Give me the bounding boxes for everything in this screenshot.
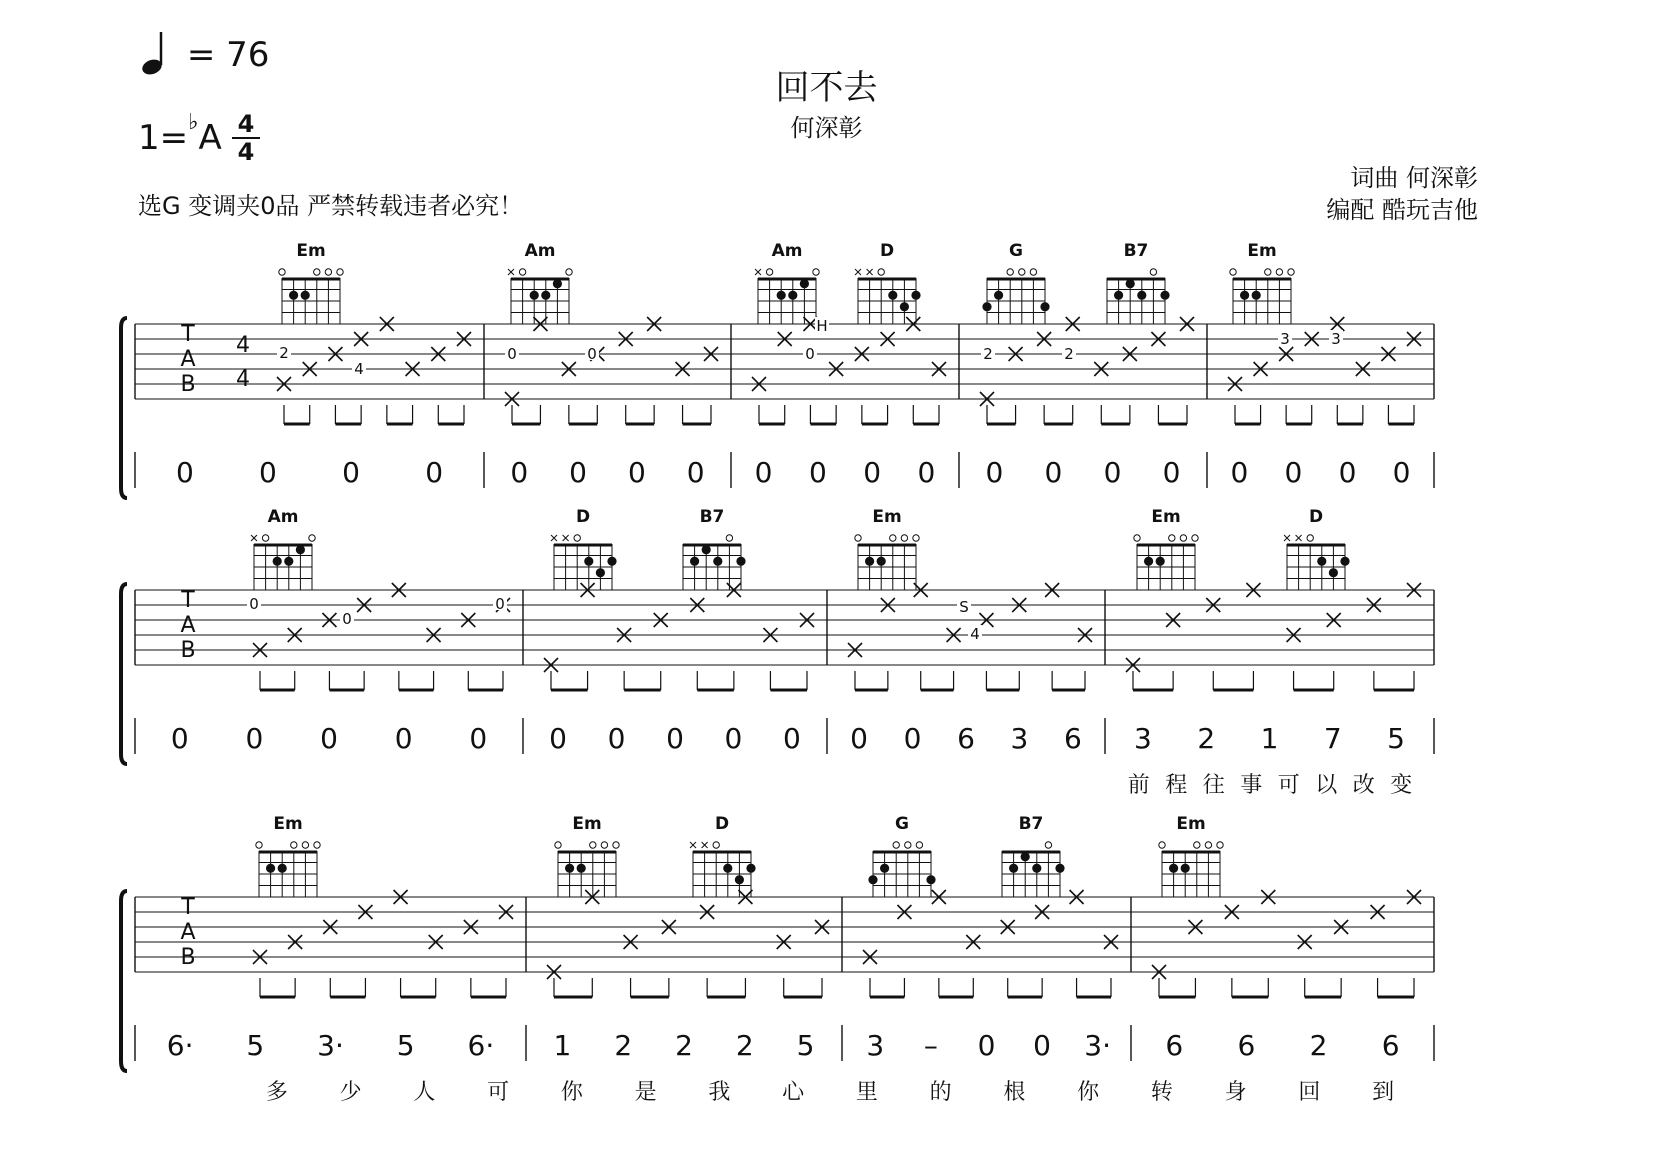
chord-diagram-em bbox=[279, 241, 343, 324]
time-bottom: 4 bbox=[237, 138, 255, 166]
chord-name: Am bbox=[524, 241, 556, 261]
open-string-mark bbox=[1180, 535, 1186, 541]
finger-dot bbox=[541, 291, 550, 300]
jianpu-note: 6 bbox=[1064, 722, 1082, 755]
chord-name: D bbox=[714, 814, 730, 834]
finger-dot bbox=[1169, 864, 1178, 873]
jianpu-note: 0 bbox=[1284, 456, 1303, 489]
credit-lyrics: 词曲 何深彰 bbox=[1350, 164, 1478, 192]
lyric-char: 到 bbox=[1372, 1080, 1395, 1105]
open-string-mark bbox=[601, 842, 607, 848]
open-string-mark bbox=[1217, 842, 1223, 848]
key-prefix: 1= bbox=[138, 118, 189, 158]
finger-dot bbox=[800, 279, 809, 288]
finger-dot bbox=[1181, 864, 1190, 873]
chord-diagram-g bbox=[868, 814, 935, 897]
jianpu-note: 0 bbox=[425, 456, 444, 489]
jianpu-note: 0 bbox=[549, 722, 567, 755]
open-string-mark bbox=[566, 269, 572, 275]
open-string-mark bbox=[590, 842, 596, 848]
lyric-char: 里 bbox=[855, 1080, 878, 1105]
finger-dot bbox=[1329, 568, 1338, 577]
chord-diagram-em bbox=[256, 814, 320, 897]
finger-dot bbox=[982, 302, 991, 311]
chord-diagram-am bbox=[251, 507, 315, 590]
jianpu-note: 3 bbox=[866, 1029, 885, 1062]
finger-dot bbox=[735, 875, 744, 884]
chord-diagram-d bbox=[551, 507, 617, 590]
open-string-mark bbox=[1150, 269, 1156, 275]
finger-dot bbox=[584, 557, 593, 566]
jianpu-note: 6· bbox=[166, 1029, 194, 1062]
chord-name: Em bbox=[872, 507, 902, 527]
finger-dot bbox=[301, 291, 310, 300]
chord-diagram-em bbox=[1134, 507, 1198, 590]
jianpu-note: 5 bbox=[246, 1029, 265, 1062]
finger-dot bbox=[1137, 291, 1146, 300]
jianpu-note: 0 bbox=[1230, 456, 1249, 489]
open-string-mark bbox=[766, 269, 772, 275]
jianpu-note: 0 bbox=[1033, 1029, 1051, 1062]
lyric-char: 是 bbox=[634, 1080, 657, 1105]
tab-clef-letter: A bbox=[180, 613, 196, 638]
fret-number: 0 bbox=[587, 345, 597, 363]
tempo-value: = 76 bbox=[186, 35, 270, 75]
fret-number: 0 bbox=[342, 610, 352, 628]
jianpu-note: 0 bbox=[607, 722, 626, 755]
finger-dot bbox=[911, 291, 920, 300]
jianpu-note: 6 bbox=[1381, 1029, 1400, 1062]
finger-dot bbox=[607, 557, 616, 566]
jianpu-note: 2 bbox=[735, 1029, 754, 1062]
jianpu-note: 0 bbox=[342, 456, 360, 489]
tab-clef-letter: B bbox=[180, 638, 196, 663]
jianpu-note: 5 bbox=[396, 1029, 415, 1062]
tab-time-top: 4 bbox=[236, 333, 250, 358]
chord-diagram-em bbox=[855, 507, 919, 590]
lyric-char: 我 bbox=[708, 1080, 731, 1105]
lyric-char: 变 bbox=[1390, 773, 1413, 798]
finger-dot bbox=[994, 291, 1003, 300]
finger-dot bbox=[888, 291, 897, 300]
open-string-mark bbox=[309, 535, 315, 541]
lyric-char: 可 bbox=[487, 1080, 510, 1105]
finger-dot bbox=[1340, 557, 1349, 566]
lyric-char: 前 bbox=[1127, 773, 1150, 798]
finger-dot bbox=[877, 557, 886, 566]
lyric-char: 事 bbox=[1240, 773, 1263, 798]
open-string-mark bbox=[1192, 535, 1198, 541]
time-top: 4 bbox=[237, 110, 255, 138]
jianpu-note: 0 bbox=[808, 456, 827, 489]
tab-time-bottom: 4 bbox=[236, 367, 250, 392]
open-string-mark bbox=[613, 842, 619, 848]
jianpu-note: 0 bbox=[394, 722, 413, 755]
finger-dot bbox=[1240, 291, 1249, 300]
jianpu-note: 0 bbox=[569, 456, 588, 489]
jianpu-note: 2 bbox=[614, 1029, 633, 1062]
jianpu-note: 0 bbox=[627, 456, 646, 489]
lyric-char: 往 bbox=[1202, 773, 1225, 798]
open-string-mark bbox=[314, 842, 320, 848]
jianpu-note: 3 bbox=[1134, 722, 1152, 755]
chord-name: G bbox=[1009, 241, 1023, 261]
finger-dot bbox=[723, 864, 732, 873]
lyric-char: 少 bbox=[339, 1080, 362, 1105]
finger-dot bbox=[1126, 279, 1135, 288]
chord-name: D bbox=[1308, 507, 1324, 527]
jianpu-note: 0 bbox=[245, 722, 264, 755]
jianpu-note: 0 bbox=[469, 722, 488, 755]
finger-dot bbox=[1252, 291, 1261, 300]
jianpu-note: 6 bbox=[957, 722, 975, 755]
finger-dot bbox=[553, 279, 562, 288]
chord-name: Em bbox=[572, 814, 602, 834]
lyric-char: 你 bbox=[560, 1080, 583, 1105]
system-bracket bbox=[121, 584, 127, 764]
fret-number: 0 bbox=[249, 595, 259, 613]
open-string-mark bbox=[279, 269, 285, 275]
chord-name: Em bbox=[1247, 241, 1277, 261]
open-string-mark bbox=[1159, 842, 1165, 848]
chord-name: D bbox=[879, 241, 895, 261]
finger-dot bbox=[530, 291, 539, 300]
chord-diagram-em bbox=[555, 814, 619, 897]
chord-diagram-g bbox=[982, 241, 1049, 324]
finger-dot bbox=[702, 545, 711, 554]
open-string-mark bbox=[325, 269, 331, 275]
fret-number: 4 bbox=[354, 360, 364, 378]
jianpu-note: 1 bbox=[1260, 722, 1279, 755]
jianpu-note: 0 bbox=[1103, 456, 1122, 489]
jianpu-note: 5 bbox=[796, 1029, 815, 1062]
open-string-mark bbox=[1134, 535, 1140, 541]
fret-number: S bbox=[959, 598, 969, 616]
open-string-mark bbox=[1288, 269, 1294, 275]
lyric-char: 心 bbox=[782, 1080, 805, 1105]
open-string-mark bbox=[555, 842, 561, 848]
open-string-mark bbox=[913, 535, 919, 541]
jianpu-note: 0 bbox=[259, 456, 277, 489]
jianpu-note: 7 bbox=[1323, 722, 1342, 755]
jianpu-note: 0 bbox=[783, 722, 801, 755]
finger-dot bbox=[273, 557, 282, 566]
finger-dot bbox=[289, 291, 298, 300]
tab-clef-letter: B bbox=[180, 372, 196, 397]
jianpu-note: 0 bbox=[1044, 456, 1063, 489]
capo-note: 选G 变调夹0品 严禁转载违者必究！ bbox=[138, 192, 524, 220]
jianpu-note: 0 bbox=[985, 456, 1004, 489]
open-string-mark bbox=[256, 842, 262, 848]
jianpu-note: 0 bbox=[666, 722, 684, 755]
fret-number: 3 bbox=[1331, 330, 1341, 348]
open-string-mark bbox=[905, 842, 911, 848]
credit-arrangement: 编配 酷玩吉他 bbox=[1326, 196, 1478, 224]
chord-name: Em bbox=[1176, 814, 1206, 834]
finger-dot bbox=[1144, 557, 1153, 566]
chord-name: G bbox=[895, 814, 909, 834]
lyric-char: 身 bbox=[1224, 1080, 1247, 1105]
jianpu-note: 0 bbox=[170, 722, 189, 755]
fret-number: 2 bbox=[983, 345, 993, 363]
jianpu-note: 0 bbox=[175, 456, 194, 489]
chord-name: Em bbox=[296, 241, 326, 261]
open-string-mark bbox=[916, 842, 922, 848]
finger-dot bbox=[865, 557, 874, 566]
jianpu-note: 0 bbox=[917, 456, 936, 489]
jianpu-note: 3· bbox=[1084, 1029, 1112, 1062]
finger-dot bbox=[296, 545, 305, 554]
finger-dot bbox=[1009, 864, 1018, 873]
open-string-mark bbox=[890, 535, 896, 541]
open-string-mark bbox=[1045, 842, 1051, 848]
jianpu-note: 0 bbox=[850, 722, 868, 755]
chord-diagram-em bbox=[1159, 814, 1223, 897]
finger-dot bbox=[565, 864, 574, 873]
tab-clef-letter: A bbox=[180, 347, 196, 372]
finger-dot bbox=[746, 864, 755, 873]
lyric-char: 的 bbox=[929, 1080, 952, 1105]
chord-name: B7 bbox=[1018, 814, 1044, 834]
open-string-mark bbox=[314, 269, 320, 275]
fret-number: 0 bbox=[507, 345, 517, 363]
open-string-mark bbox=[1307, 535, 1313, 541]
lyric-char: 以 bbox=[1315, 773, 1338, 798]
finger-dot bbox=[900, 302, 909, 311]
jianpu-note: 0 bbox=[686, 456, 705, 489]
open-string-mark bbox=[1276, 269, 1282, 275]
jianpu-note: 0 bbox=[1162, 456, 1181, 489]
jianpu-note: 3· bbox=[317, 1029, 344, 1062]
jianpu-note: 0 bbox=[863, 456, 882, 489]
key-letter: A bbox=[198, 118, 222, 158]
fret-number: 0 bbox=[805, 345, 815, 363]
finger-dot bbox=[1114, 291, 1123, 300]
fret-number: 0 bbox=[495, 595, 505, 613]
lyric-char: 程 bbox=[1165, 773, 1188, 798]
open-string-mark bbox=[878, 269, 884, 275]
finger-dot bbox=[926, 875, 935, 884]
chord-diagram-am bbox=[508, 241, 572, 324]
lyric-char: 回 bbox=[1298, 1080, 1321, 1105]
finger-dot bbox=[690, 557, 699, 566]
open-string-mark bbox=[713, 842, 719, 848]
chord-diagram-em bbox=[1230, 241, 1294, 324]
jianpu-note: 0 bbox=[1392, 456, 1411, 489]
tab-clef-letter: B bbox=[180, 945, 196, 970]
chord-diagram-d bbox=[690, 814, 756, 897]
open-string-mark bbox=[574, 535, 580, 541]
open-string-mark bbox=[901, 535, 907, 541]
open-string-mark bbox=[337, 269, 343, 275]
open-string-mark bbox=[1030, 269, 1036, 275]
jianpu-note: 2 bbox=[675, 1029, 693, 1062]
jianpu-note: 2 bbox=[1309, 1029, 1328, 1062]
open-string-mark bbox=[262, 535, 268, 541]
open-string-mark bbox=[813, 269, 819, 275]
open-string-mark bbox=[1265, 269, 1271, 275]
open-string-mark bbox=[1169, 535, 1175, 541]
finger-dot bbox=[1156, 557, 1165, 566]
fret-number: H bbox=[816, 317, 828, 335]
lyric-char: 转 bbox=[1150, 1080, 1173, 1105]
chord-diagram-d bbox=[855, 241, 921, 324]
chord-name: Em bbox=[1151, 507, 1181, 527]
fret-number: 3 bbox=[1280, 330, 1290, 348]
finger-dot bbox=[880, 864, 889, 873]
chord-name: Am bbox=[267, 507, 299, 527]
jianpu-note: 6 bbox=[1165, 1029, 1184, 1062]
chord-diagram-b7 bbox=[683, 507, 746, 590]
jianpu-note: 3 bbox=[1010, 722, 1029, 755]
jianpu-note: 0 bbox=[977, 1029, 996, 1062]
finger-dot bbox=[1055, 864, 1064, 873]
lyric-char: 你 bbox=[1077, 1080, 1100, 1105]
jianpu-note: 0 bbox=[903, 722, 922, 755]
tab-clef-letter: T bbox=[181, 588, 195, 613]
chord-name: Am bbox=[771, 241, 803, 261]
open-string-mark bbox=[519, 269, 525, 275]
jianpu-note: 2 bbox=[1197, 722, 1216, 755]
open-string-mark bbox=[726, 535, 732, 541]
fret-number: 2 bbox=[279, 344, 289, 362]
open-string-mark bbox=[291, 842, 297, 848]
chord-name: D bbox=[575, 507, 591, 527]
finger-dot bbox=[577, 864, 586, 873]
open-string-mark bbox=[1007, 269, 1013, 275]
finger-dot bbox=[278, 864, 287, 873]
open-string-mark bbox=[855, 535, 861, 541]
finger-dot bbox=[284, 557, 293, 566]
chord-diagram-d bbox=[1284, 507, 1350, 590]
chord-diagram-b7 bbox=[1002, 814, 1065, 897]
jianpu-note: 6 bbox=[1237, 1029, 1256, 1062]
open-string-mark bbox=[1019, 269, 1025, 275]
song-artist: 何深彰 bbox=[790, 114, 863, 142]
chord-name: B7 bbox=[699, 507, 725, 527]
finger-dot bbox=[1040, 302, 1049, 311]
finger-dot bbox=[1160, 291, 1169, 300]
jianpu-note: 1 bbox=[553, 1029, 572, 1062]
system-bracket bbox=[121, 318, 127, 498]
open-string-mark bbox=[302, 842, 308, 848]
open-string-mark bbox=[1194, 842, 1200, 848]
lyric-char: 改 bbox=[1352, 773, 1375, 798]
flat-sign: ♭ bbox=[188, 110, 199, 135]
finger-dot bbox=[1032, 864, 1041, 873]
finger-dot bbox=[868, 875, 877, 884]
tab-clef-letter: T bbox=[181, 322, 195, 347]
chord-name: Em bbox=[273, 814, 303, 834]
finger-dot bbox=[266, 864, 275, 873]
finger-dot bbox=[713, 557, 722, 566]
finger-dot bbox=[777, 291, 786, 300]
finger-dot bbox=[596, 568, 605, 577]
finger-dot bbox=[736, 557, 745, 566]
jianpu-note: 6· bbox=[467, 1029, 495, 1062]
lyric-char: 人 bbox=[413, 1080, 436, 1105]
fret-number: 2 bbox=[1064, 345, 1074, 363]
jianpu-note: 0 bbox=[754, 456, 773, 489]
jianpu-note: 0 bbox=[510, 456, 529, 489]
chord-diagram-b7 bbox=[1107, 241, 1170, 324]
jianpu-note: 0 bbox=[724, 722, 743, 755]
open-string-mark bbox=[1230, 269, 1236, 275]
lyric-char: 根 bbox=[1003, 1080, 1026, 1105]
open-string-mark bbox=[893, 842, 899, 848]
fret-number: 4 bbox=[970, 625, 980, 643]
tab-clef-letter: T bbox=[181, 895, 195, 920]
song-title: 回不去 bbox=[775, 68, 878, 108]
jianpu-note: 0 bbox=[1338, 456, 1357, 489]
finger-dot bbox=[788, 291, 797, 300]
finger-dot bbox=[1021, 852, 1030, 861]
finger-dot bbox=[1317, 557, 1326, 566]
lyric-char: 可 bbox=[1277, 773, 1300, 798]
jianpu-note: – bbox=[923, 1029, 938, 1062]
chord-diagram-am bbox=[755, 241, 819, 324]
jianpu-note: 0 bbox=[320, 722, 338, 755]
jianpu-note: 5 bbox=[1387, 722, 1405, 755]
lyric-char: 多 bbox=[265, 1080, 288, 1105]
tab-clef-letter: A bbox=[180, 920, 196, 945]
open-string-mark bbox=[1205, 842, 1211, 848]
system-bracket bbox=[121, 891, 127, 1071]
chord-name: B7 bbox=[1123, 241, 1149, 261]
